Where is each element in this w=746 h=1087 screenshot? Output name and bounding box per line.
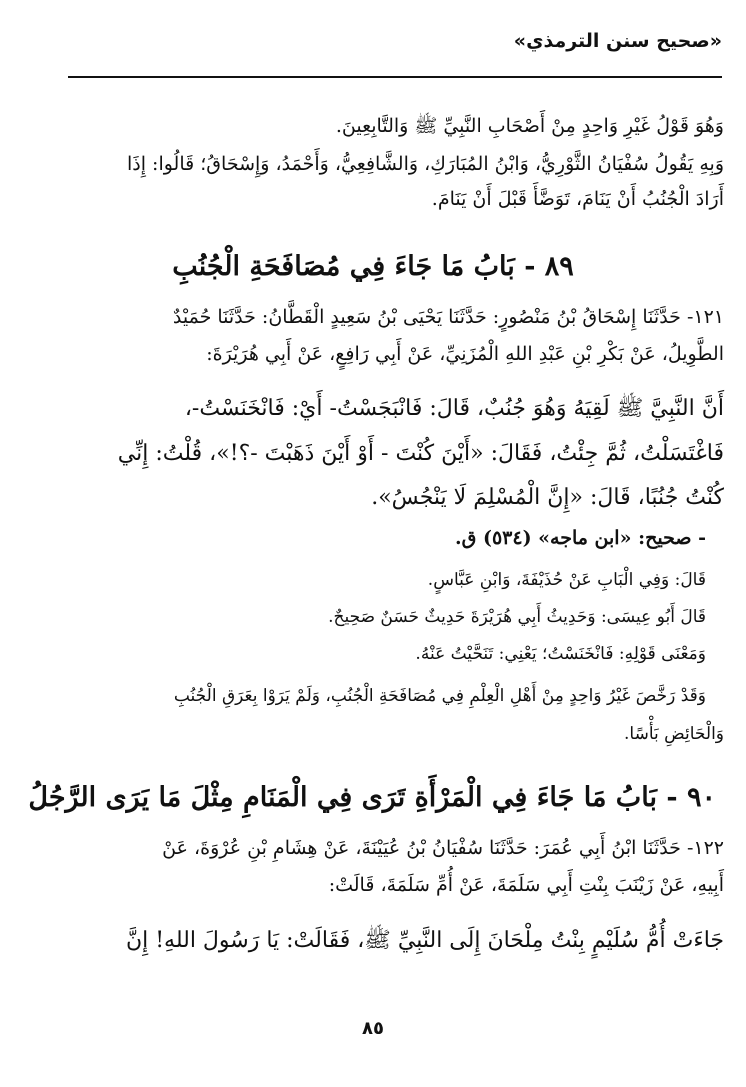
- chapter-heading: ٩٠ - بَابُ مَا جَاءَ فِي الْمَرْأَةِ تَرَى فِي الْمَنَامِ مِثْلَ مَا يَرَى الرَّجُلُ: [28, 782, 716, 813]
- text-line: وَهُوَ قَوْلُ غَيْرِ وَاحِدٍ مِنْ أَصْحَابِ النَّبِيِّ ﷺ وَالتَّابِعِينَ.: [335, 115, 724, 137]
- commentary-line: قَالَ: وَفِي الْبَابِ عَنْ حُذَيْفَةَ، وَابْنِ عَبَّاسٍ.: [427, 570, 706, 590]
- hadith-matn: فَاغْتَسَلْتُ، ثُمَّ جِئْتُ، فَقَالَ: «أَيْنَ كُنْتَ - أَوْ أَيْنَ ذَهَبْتَ -؟!»، قُلْتُ: إِنِّي: [117, 441, 724, 466]
- commentary-line: وَمَعْنَى قَوْلِهِ: فَانْخَنَسْتُ؛ يَعْنِي: تَنَحَّيْتُ عَنْهُ.: [415, 644, 706, 664]
- header-rule: [68, 76, 722, 78]
- hadith-isnad: الطَّوِيلُ، عَنْ بَكْرِ بْنِ عَبْدِ اللهِ الْمُزَنِيِّ، عَنْ أَبِي رَافِعٍ، عَنْ أَبِي هُرَيْرَةَ:: [206, 343, 724, 365]
- commentary-line: وَقَدْ رَخَّصَ غَيْرُ وَاحِدٍ مِنْ أَهْلِ الْعِلْمِ فِي مُصَافَحَةِ الْجُنُبِ، وَلَمْ يَرَوْا بِعَرَقِ الْجُنُبِ: [173, 686, 706, 706]
- hadith-isnad: ١٢١- حَدَّثَنَا إِسْحَاقُ بْنُ مَنْصُورٍ: حَدَّثَنَا يَحْيَى بْنُ سَعِيدٍ الْقَطَّانُ: حَدَّثَنَا حُمَيْدٌ: [172, 306, 724, 328]
- page-number: ٨٥: [362, 1018, 384, 1039]
- commentary-line: وَالْحَائِضِ بَأْسًا.: [624, 724, 724, 744]
- hadith-matn: كُنْتُ جُنُبًا، قَالَ: «إِنَّ الْمُسْلِمَ لَا يَنْجُسُ».: [371, 485, 724, 510]
- text-line: وَبِهِ يَقُولُ سُفْيَانُ الثَّوْرِيُّ، وَابْنُ المُبَارَكِ، وَالشَّافِعِيُّ، وَأَحْمَدُ، وَإِسْحَاقُ؛ قَالُوا: إِذَا: [127, 153, 724, 175]
- hadith-isnad: أَبِيهِ، عَنْ زَيْنَبَ بِنْتِ أَبِي سَلَمَةَ، عَنْ أُمِّ سَلَمَةَ، قَالَتْ:: [328, 874, 724, 896]
- hadith-matn: أَنَّ النَّبِيَّ ﷺ لَقِيَهُ وَهُوَ جُنُبٌ، قَالَ: فَانْبَجَسْتُ- أَيْ: فَانْخَنَسْتُ-،: [184, 396, 724, 421]
- hadith-isnad: ١٢٢- حَدَّثَنَا ابْنُ أَبِي عُمَرَ: حَدَّثَنَا سُفْيَانُ بْنُ عُيَيْنَةَ، عَنْ هِشَامِ بْنِ عُرْوَةَ، عَنْ: [162, 837, 724, 859]
- chapter-heading: ٨٩ - بَابُ مَا جَاءَ فِي مُصَافَحَةِ الْجُنُبِ: [172, 251, 574, 282]
- hadith-matn: جَاءَتْ أُمُّ سُلَيْمٍ بِنْتُ مِلْحَانَ إِلَى النَّبِيِّ ﷺ، فَقَالَتْ: يَا رَسُولَ اللهِ! إِنَّ: [125, 928, 724, 953]
- grading-note: - صحيح: «ابن ماجه» (٥٣٤) ق.: [454, 527, 706, 549]
- commentary-line: قَالَ أَبُو عِيسَى: وَحَدِيثُ أَبِي هُرَيْرَةَ حَدِيثٌ حَسَنٌ صَحِيحٌ.: [328, 607, 706, 627]
- running-header: «صحيح سنن الترمذي»: [513, 30, 722, 52]
- text-line: أَرَادَ الْجُنُبُ أَنْ يَنَامَ، تَوَضَّأَ قَبْلَ أَنْ يَنَامَ.: [431, 188, 724, 210]
